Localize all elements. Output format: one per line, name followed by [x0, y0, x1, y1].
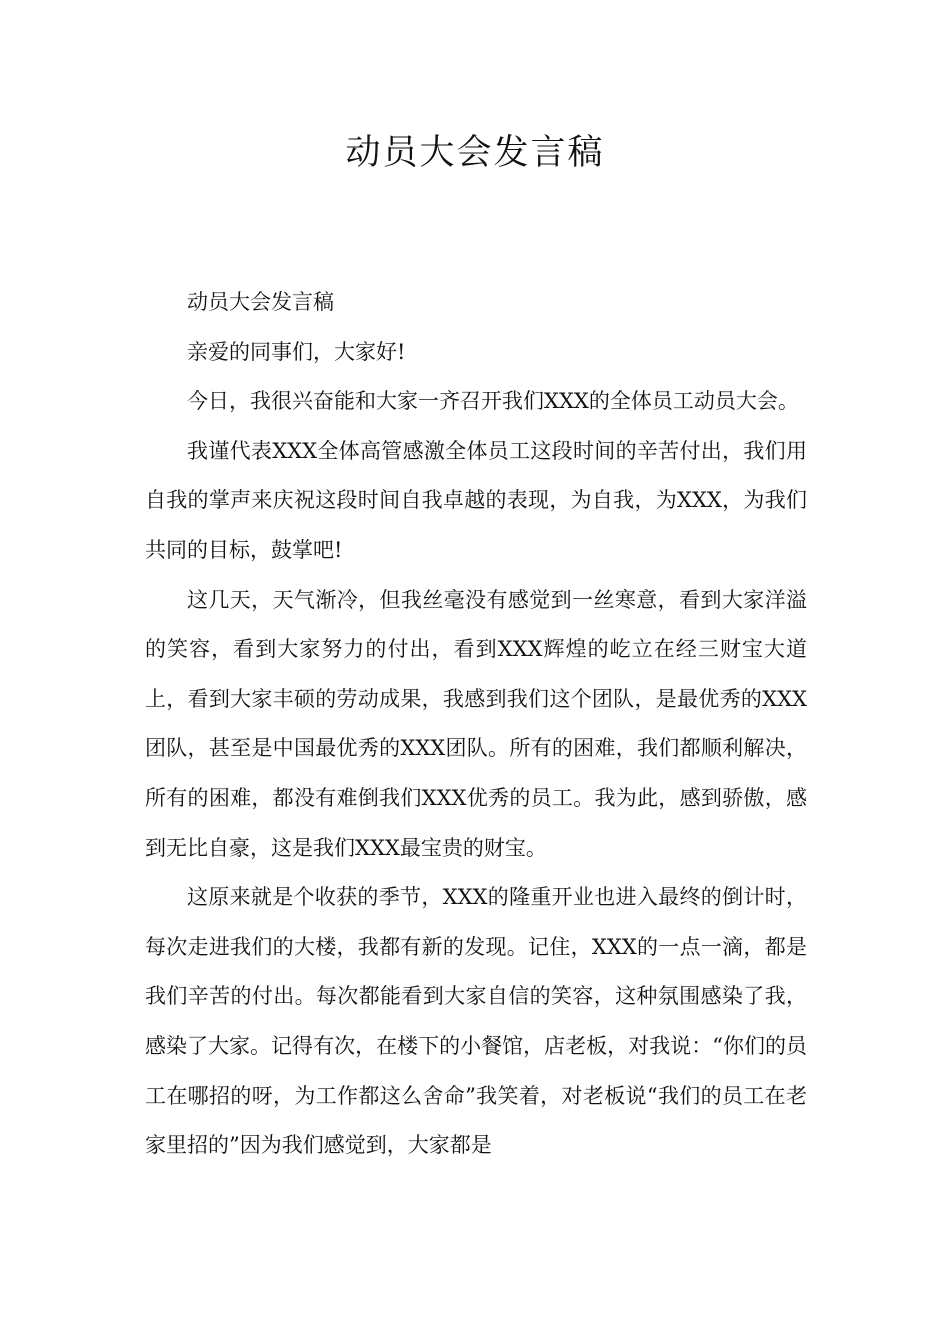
paragraph-heading: 动员大会发言稿: [187, 290, 334, 314]
paragraph-greeting: 亲爱的同事们，大家好!: [187, 339, 406, 364]
paragraph: 这几天，天气渐冷，但我丝毫没有感觉到一丝寒意，看到大家洋溢的笑容，看到大家努力的付出，看到XXX辉煌的屹立在经三财宝大道上，看到大家丰硕的劳动成果，我感到我们这个团队，是最优秀的XXX团队，甚至是中国最优秀的XXX团队。所有的困难，我们都顺利解决，所有的困难，都没有难倒我们XXX优秀的员工。我为此，感到骄傲，感到无比自豪，这是我们XXX最宝贵的财宝。: [145, 587, 807, 860]
document-title: 动员大会发言稿: [345, 133, 605, 173]
paragraph: 这原来就是个收获的季节，XXX的隆重开业也进入最终的倒计时，每次走进我们的大楼，我都有新的发现。记住，XXX的一点一滴，都是我们辛苦的付出。每次都能看到大家自信的笑容，这种氛围感染了我，感染了大家。记得有次，在楼下的小餐馆，店老板，对我说：“你们的员工在哪招的呀，为工作都这么舍命”我笑着，对老板说“我们的员工在老家里招的”因为我们感觉到，大家都是: [145, 885, 807, 1158]
paragraph: 今日，我很兴奋能和大家一齐召开我们XXX的全体员工动员大会。: [187, 389, 799, 414]
paragraph: 我谨代表XXX全体高管感激全体员工这段时间的辛苦付出，我们用自我的掌声来庆祝这段时间自我卓越的表现，为自我，为XXX，为我们共同的目标，鼓掌吧!: [145, 438, 807, 562]
document-body: [145, 278, 807, 1171]
